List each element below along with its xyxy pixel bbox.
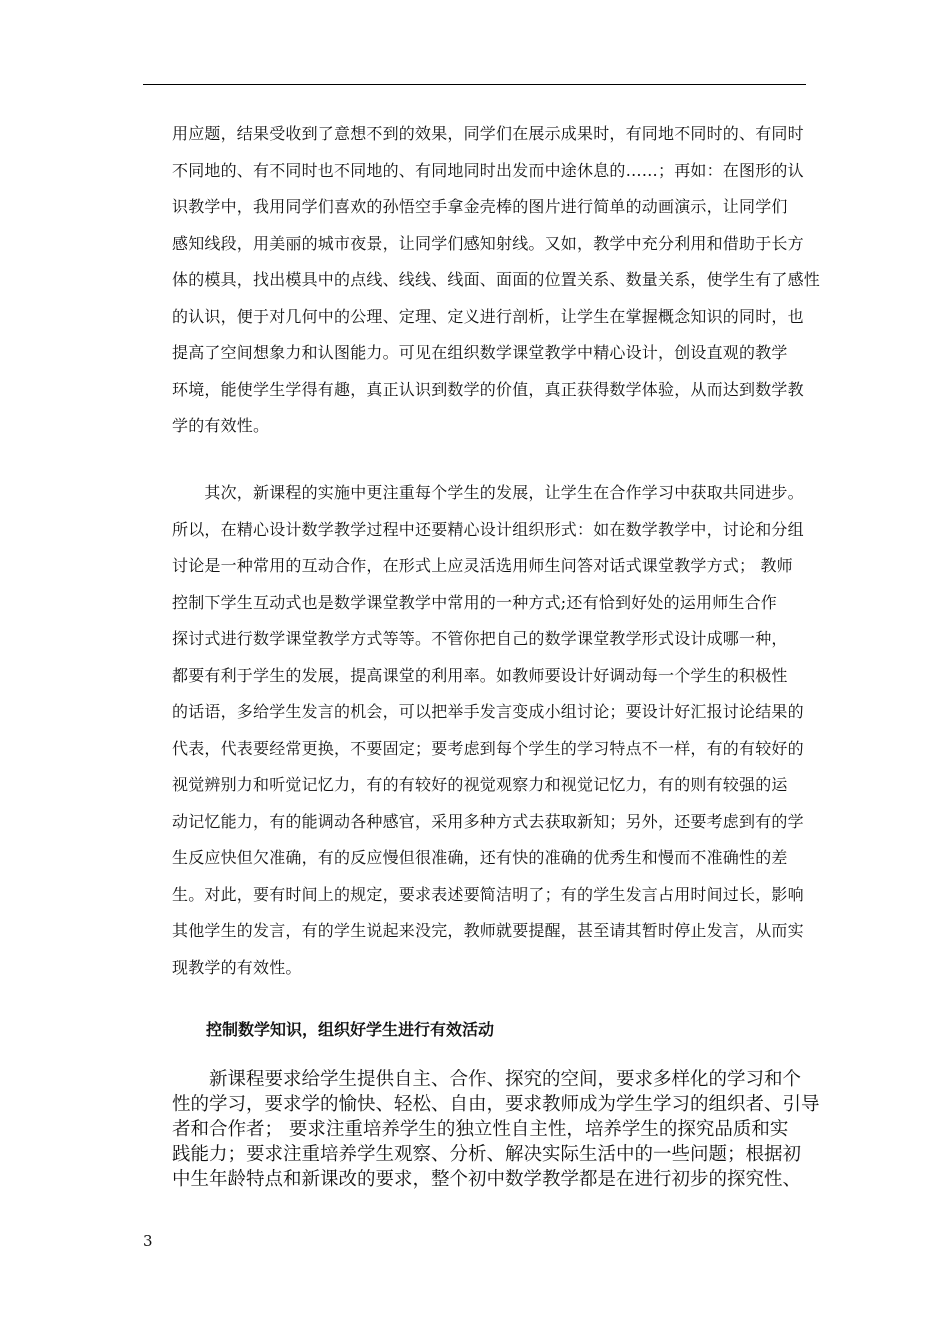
paragraph-line: 的认识，便于对几何中的公理、定理、定义进行剖析，让学生在掌握概念知识的同时，也 <box>172 306 804 326</box>
paragraph-line: 中生年龄特点和新课改的要求，整个初中数学教学都是在进行初步的探究性、 <box>172 1169 802 1190</box>
paragraph-line: 践能力；要求注重培养学生观察、分析、解决实际生活中的一些问题；根据初 <box>172 1144 802 1165</box>
paragraph-line: 动记忆能力，有的能调动各种感官，采用多种方式去获取新知；另外，还要考虑到有的学 <box>172 811 804 831</box>
paragraph-line: 提高了空间想象力和认图能力。可见在组织数学课堂教学中精心设计，创设直观的教学 <box>172 343 788 362</box>
paragraph-line: 学的有效性。 <box>172 416 270 435</box>
paragraph-line: 者和合作者； 要求注重培养学生的独立性自主性，培养学生的探究品质和实 <box>172 1119 789 1140</box>
paragraph-line: 代表，代表要经常更换，不要固定；要考虑到每个学生的学习特点不一样，有的有较好的 <box>172 738 804 758</box>
paragraph-line: 其他学生的发言，有的学生说起来没完，教师就要提醒，甚至请其暂时停止发言，从而实 <box>172 921 804 940</box>
header-rule <box>143 84 806 85</box>
paragraph-line: 生。对此，要有时间上的规定，要求表述要简洁明了；有的学生发言占用时间过长，影响 <box>172 884 804 904</box>
paragraph-1 <box>172 116 821 445</box>
section-heading: 控制数学知识，组织好学生进行有效活动 <box>206 1020 495 1039</box>
paragraph-line: 所以，在精心设计数学教学过程中还要精心设计组织形式：如在数学教学中，讨论和分组 <box>172 519 804 539</box>
paragraph-line: 性的学习，要求学的愉快、轻松、自由，要求教师成为学生学习的组织者、引导 <box>172 1094 820 1115</box>
paragraph-line: 识教学中，我用同学们喜欢的孙悟空手拿金壳棒的图片进行简单的动画演示，让同学们 <box>172 197 788 216</box>
paragraph-line: 生反应快但欠准确，有的反应慢但很准确，还有快的准确的优秀生和慢而不准确性的差 <box>172 848 788 867</box>
paragraph-line: 现教学的有效性。 <box>172 957 302 977</box>
paragraph-3 <box>172 1067 820 1192</box>
paragraph-line: 都要有利于学生的发展，提高课堂的利用率。如教师要设计好调动每一个学生的积极性 <box>172 665 788 685</box>
paragraph-line: 探讨式进行数学课堂教学方式等等。不管你把自己的数学课堂教学形式设计成哪一种， <box>172 629 788 648</box>
page-number: 3 <box>143 1232 153 1250</box>
paragraph-line: 新课程要求给学生提供自主、合作、探究的空间，要求多样化的学习和个 <box>172 1069 802 1090</box>
paragraph-line: 环境，能使学生学得有趣，真正认识到数学的价值，真正获得数学体验，从而达到数学教 <box>172 379 804 399</box>
paragraph-line: 讨论是一种常用的互动合作，在形式上应灵活选用师生问答对话式课堂教学方式； 教师 <box>172 556 793 575</box>
paragraph-line: 不同地的、有不同时也不同地的、有同地同时出发而中途休息的……；再如：在图形的认 <box>172 160 804 180</box>
paragraph-line: 控制下学生互动式也是数学课堂教学中常用的一种方式;还有恰到好处的运用师生合作 <box>172 592 777 612</box>
paragraph-line: 感知线段，用美丽的城市夜景，让同学们感知射线。又如，教学中充分利用和借助于长方 <box>172 233 804 253</box>
paragraph-line: 的话语，多给学生发言的机会，可以把举手发言变成小组讨论；要设计好汇报讨论结果的 <box>172 702 804 721</box>
paragraph-line: 视觉辨别力和听觉记忆力，有的有较好的视觉观察力和视觉记忆力，有的则有较强的运 <box>172 775 788 794</box>
paragraph-line: 用应题，结果受收到了意想不到的效果，同学们在展示成果时，有同地不同时的、有同时 <box>172 124 804 143</box>
paragraph-2 <box>172 475 812 986</box>
paragraph-line: 其次，新课程的实施中更注重每个学生的发展，让学生在合作学习中获取共同进步。 <box>172 483 804 502</box>
paragraph-line: 体的模具，找出模具中的点线、线线、线面、面面的位置关系、数量关系，使学生有了感性 <box>172 270 821 289</box>
